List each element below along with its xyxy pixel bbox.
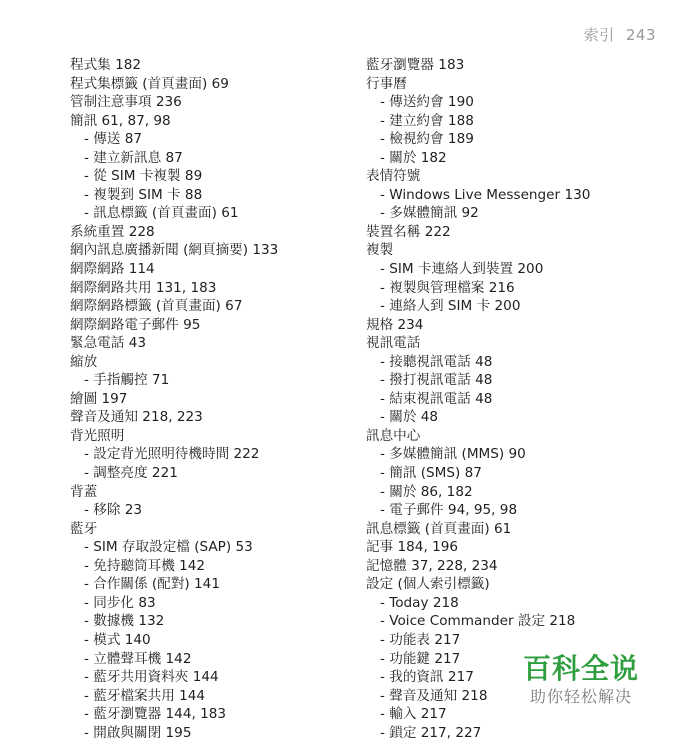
index-entry: 訊息標籤 (首頁畫面) 61 [366, 520, 512, 537]
watermark-subtitle: 助你轻松解决 [529, 687, 632, 706]
index-subentry: - 接聽視訊電話 48 [380, 353, 493, 370]
index-subentry: - 模式 140 [84, 631, 151, 648]
index-subentry: - 簡訊 (SMS) 87 [380, 465, 482, 482]
index-entry: 網際網路共用 131, 183 [70, 279, 217, 296]
index-entry: 記事 184, 196 [366, 539, 459, 556]
index-entry: 裝置名稱 222 [366, 223, 451, 240]
index-subentry: - 藍牙瀏覽器 144, 183 [84, 706, 227, 723]
index-subentry: - 移除 23 [84, 502, 143, 519]
index-subentry: - SIM 存取設定檔 (SAP) 53 [84, 539, 253, 556]
index-entry: 繪圖 197 [70, 390, 128, 407]
index-subentry: - 電子郵件 94, 95, 98 [380, 502, 518, 519]
index-entry: 背光照明 [70, 427, 125, 444]
index-subentry: - 多媒體簡訊 (MMS) 90 [380, 446, 526, 463]
index-subentry: - 手指觸控 71 [84, 372, 170, 389]
watermark-logo [516, 652, 646, 708]
index-subentry: - 從 SIM 卡複製 89 [84, 168, 203, 185]
index-entry: 系統重置 228 [70, 223, 155, 240]
index-subentry: - 傳送 87 [84, 131, 143, 148]
index-entry: 藍牙瀏覽器 183 [366, 57, 465, 73]
section-title: 索引 [583, 26, 615, 44]
index-entry: 背蓋 [70, 483, 98, 500]
index-column-right [366, 56, 666, 742]
index-entry: 縮放 [70, 353, 98, 370]
index-entry: 藍牙 [70, 520, 98, 537]
index-entry: 管制注意事項 236 [70, 94, 182, 111]
index-subentry: - 調整亮度 221 [84, 465, 178, 482]
index-subentry: - 連絡人到 SIM 卡 200 [380, 298, 521, 315]
index-entry: 網際網路標籤 (首頁畫面) 67 [70, 298, 243, 315]
index-subentry: - 檢視約會 189 [380, 131, 474, 148]
index-subentry: - 鎖定 217, 227 [380, 724, 482, 741]
index-entry: 訊息中心 [366, 427, 421, 444]
index-subentry: - 聲音及通知 218 [380, 687, 488, 704]
index-subentry: - 功能鍵 217 [380, 650, 461, 667]
index-subentry: - 結束視訊電話 48 [380, 390, 493, 407]
index-entry: 複製 [366, 242, 394, 259]
watermark-title: 百科全说 [522, 652, 639, 685]
index-entry: 緊急電話 43 [70, 335, 146, 352]
index-entry: 設定 (個人索引標籤) [366, 576, 490, 593]
index-subentry: - 複製與管理檔案 216 [380, 279, 515, 296]
index-subentry: - 建立新訊息 87 [84, 149, 183, 166]
index-subentry: - 多媒體簡訊 92 [380, 205, 479, 222]
index-entry: 記憶體 37, 228, 234 [366, 557, 498, 574]
index-subentry: - 數據機 132 [84, 613, 165, 630]
index-subentry: - 傳送約會 190 [380, 94, 474, 111]
index-subentry: - 我的資訊 217 [380, 669, 474, 686]
index-subentry: - 關於 182 [380, 149, 447, 166]
index-subentry: - 設定背光照明待機時間 222 [84, 446, 260, 463]
index-subentry: - 關於 86, 182 [380, 483, 473, 500]
index-entry: 網際網路電子郵件 95 [70, 316, 201, 333]
index-entry: 簡訊 61, 87, 98 [70, 112, 171, 129]
index-entry: 表情符號 [366, 168, 421, 185]
index-subentry: - 藍牙檔案共用 144 [84, 687, 206, 704]
index-subentry: - 建立約會 188 [380, 112, 474, 129]
index-subentry: - 開啟與關閉 195 [84, 724, 192, 741]
index-entry: 程式集 182 [70, 57, 142, 73]
index-entry: 網內訊息廣播新聞 (網頁摘要) 133 [70, 242, 279, 259]
index-subentry: - 立體聲耳機 142 [84, 650, 192, 667]
index-subentry: - 關於 48 [380, 409, 439, 426]
index-subentry: - 免持聽筒耳機 142 [84, 557, 206, 574]
page-number: 243 [625, 26, 656, 44]
index-subentry: - SIM 卡連絡人到裝置 200 [380, 261, 544, 278]
index-entry: 聲音及通知 218, 223 [70, 409, 203, 426]
index-subentry: - 合作關係 (配對) 141 [84, 576, 220, 593]
index-subentry: - 功能表 217 [380, 631, 461, 648]
index-entry: 行事曆 [366, 75, 407, 92]
index-subentry: - 訊息標籤 (首頁畫面) 61 [84, 205, 239, 222]
index-subentry: - 複製到 SIM 卡 88 [84, 186, 203, 203]
index-entry: 程式集標籤 (首頁畫面) 69 [70, 75, 229, 92]
index-subentry: - Today 218 [380, 594, 459, 611]
index-subentry: - 藍牙共用資料夾 144 [84, 669, 219, 686]
index-subentry: - 同步化 83 [84, 594, 156, 611]
index-subentry: - 撥打視訊電話 48 [380, 372, 493, 389]
index-subentry: - Windows Live Messenger 130 [380, 186, 591, 203]
page-header [584, 24, 656, 45]
index-column-left [70, 56, 350, 742]
index-entry: 網際網路 114 [70, 261, 155, 278]
index-subentry: - Voice Commander 設定 218 [380, 613, 576, 630]
index-subentry: - 輸入 217 [380, 706, 447, 723]
index-entry: 視訊電話 [366, 335, 421, 352]
index-entry: 規格 234 [366, 316, 424, 333]
